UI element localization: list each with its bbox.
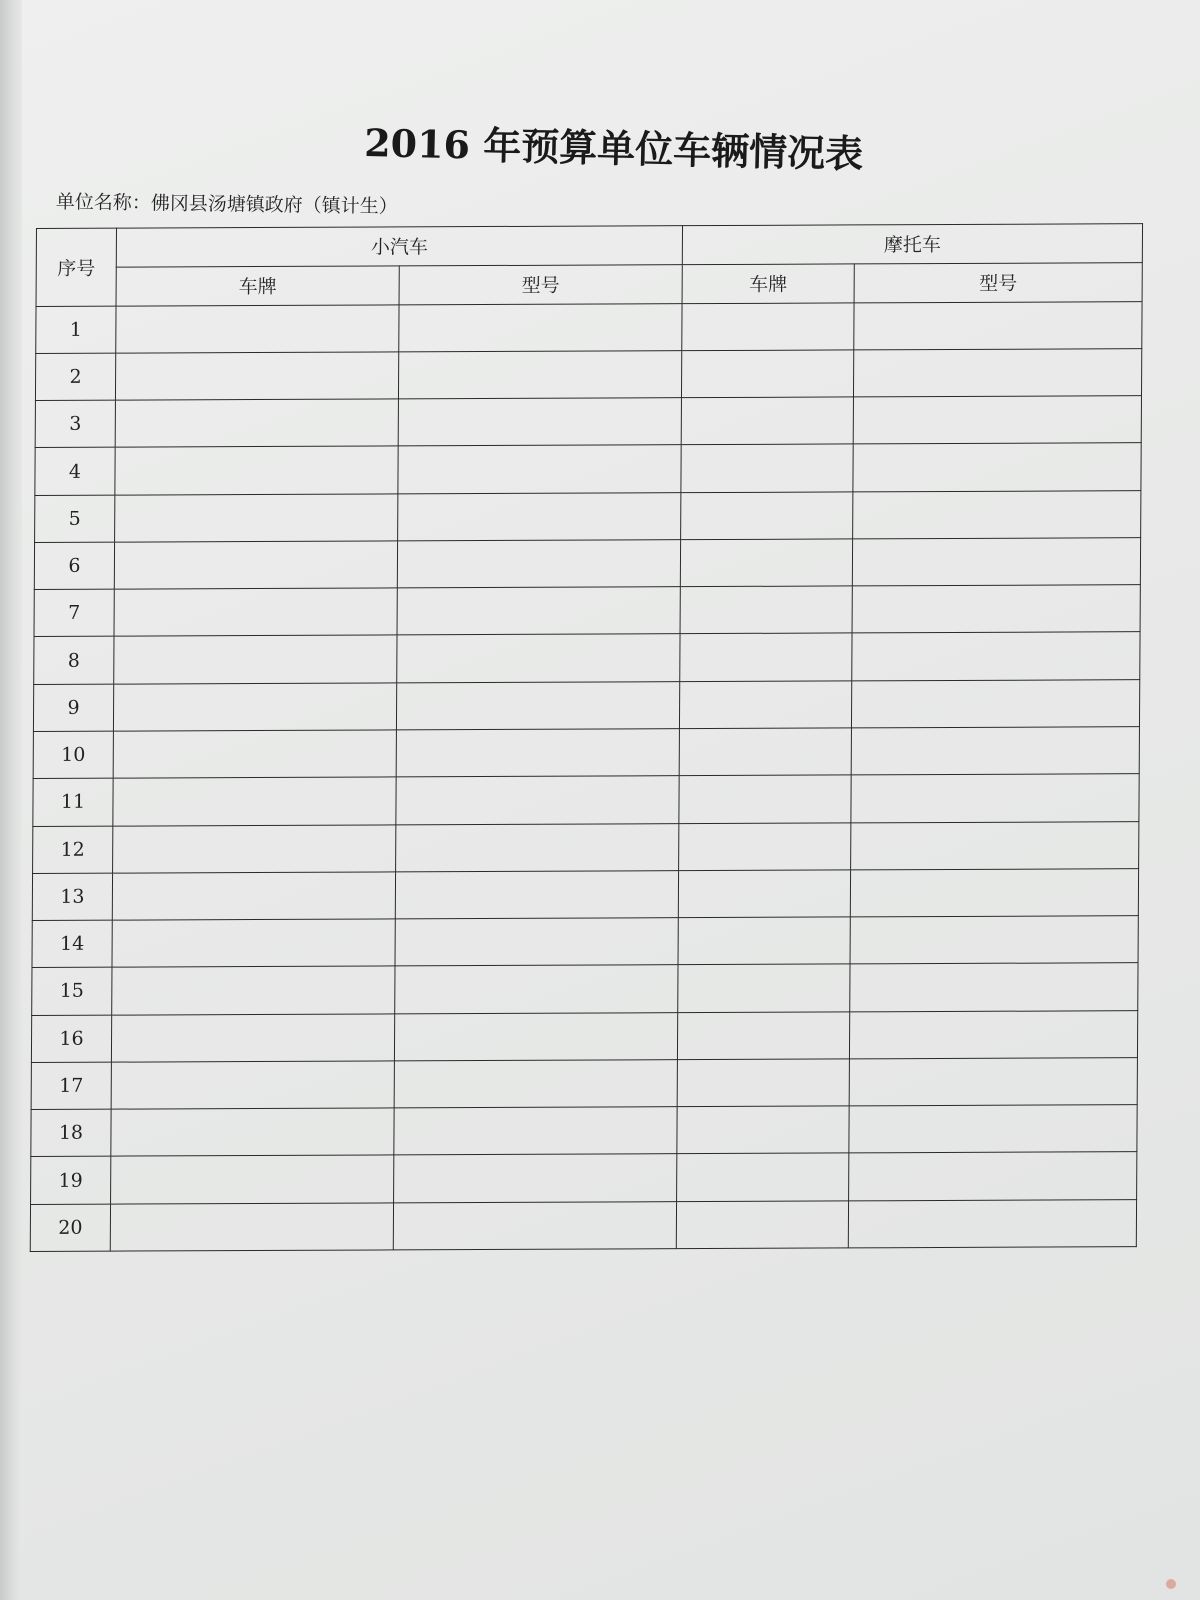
row-index: 1 bbox=[36, 306, 116, 354]
car-model-cell[interactable] bbox=[396, 729, 679, 777]
table-row bbox=[31, 1057, 1137, 1109]
table-row bbox=[33, 679, 1139, 731]
moto-plate-cell[interactable] bbox=[680, 586, 852, 634]
car-plate-cell[interactable] bbox=[111, 1108, 394, 1156]
car-model-cell[interactable] bbox=[395, 918, 678, 966]
moto-plate-cell[interactable] bbox=[682, 303, 854, 351]
moto-model-cell[interactable] bbox=[849, 1057, 1137, 1106]
car-plate-cell[interactable] bbox=[111, 1061, 394, 1109]
car-model-cell[interactable] bbox=[394, 1154, 677, 1202]
row-index: 7 bbox=[34, 589, 114, 637]
unit-name-line: 单位名称：佛冈县汤塘镇政府（镇计生） bbox=[55, 190, 398, 218]
moto-plate-cell[interactable] bbox=[677, 1011, 849, 1059]
header-index: 序号 bbox=[36, 228, 116, 306]
row-index: 12 bbox=[33, 826, 113, 874]
car-model-cell[interactable] bbox=[397, 587, 680, 635]
table-row bbox=[33, 727, 1139, 779]
table-row bbox=[36, 301, 1142, 353]
car-plate-cell[interactable] bbox=[115, 352, 398, 400]
table-row bbox=[33, 821, 1139, 873]
row-index: 6 bbox=[34, 542, 114, 590]
table-row bbox=[30, 1199, 1136, 1251]
car-plate-cell[interactable] bbox=[115, 399, 398, 447]
vehicle-table bbox=[30, 223, 1143, 1252]
car-plate-cell[interactable] bbox=[112, 872, 395, 920]
header-car-plate: 车牌 bbox=[116, 266, 399, 306]
moto-model-cell[interactable] bbox=[852, 585, 1140, 634]
car-model-cell[interactable] bbox=[394, 1060, 677, 1108]
moto-plate-cell[interactable] bbox=[678, 870, 850, 918]
car-model-cell[interactable] bbox=[395, 870, 678, 918]
car-model-cell[interactable] bbox=[397, 540, 680, 588]
moto-plate-cell[interactable] bbox=[677, 1106, 849, 1154]
moto-plate-cell[interactable] bbox=[680, 633, 852, 681]
moto-plate-cell[interactable] bbox=[679, 728, 851, 776]
row-index: 14 bbox=[32, 920, 112, 968]
moto-plate-cell[interactable] bbox=[679, 681, 851, 729]
moto-model-cell[interactable] bbox=[850, 916, 1138, 965]
car-model-cell[interactable] bbox=[394, 1012, 677, 1060]
header-car-model: 型号 bbox=[399, 264, 682, 304]
moto-model-cell[interactable] bbox=[851, 679, 1139, 728]
table-row bbox=[34, 632, 1140, 684]
header-group-motorcycle: 摩托车 bbox=[682, 224, 1142, 265]
moto-plate-cell[interactable] bbox=[678, 964, 850, 1012]
row-index: 15 bbox=[32, 967, 112, 1015]
watermark-logo bbox=[1166, 1577, 1180, 1590]
car-plate-cell[interactable] bbox=[111, 1013, 394, 1061]
table-row bbox=[31, 1105, 1137, 1157]
moto-plate-cell[interactable] bbox=[681, 397, 853, 445]
moto-model-cell[interactable] bbox=[853, 490, 1141, 539]
car-model-cell[interactable] bbox=[396, 776, 679, 824]
header-row-columns bbox=[36, 262, 1142, 306]
table-row bbox=[35, 349, 1141, 401]
header-row-groups bbox=[36, 224, 1142, 268]
row-index: 3 bbox=[35, 400, 115, 448]
table-row bbox=[32, 868, 1138, 920]
moto-model-cell[interactable] bbox=[849, 1010, 1137, 1059]
row-index: 10 bbox=[33, 731, 113, 779]
car-plate-cell[interactable] bbox=[113, 730, 396, 778]
moto-model-cell[interactable] bbox=[850, 963, 1138, 1012]
car-plate-cell[interactable] bbox=[115, 494, 398, 542]
car-plate-cell[interactable] bbox=[112, 966, 395, 1014]
table-row bbox=[34, 538, 1140, 590]
moto-model-cell[interactable] bbox=[850, 868, 1138, 917]
car-model-cell[interactable] bbox=[394, 1107, 677, 1155]
car-plate-cell[interactable] bbox=[113, 683, 396, 731]
moto-model-cell[interactable] bbox=[851, 774, 1139, 823]
document-title: 2016 年预算单位车辆情况表 bbox=[363, 119, 864, 177]
car-plate-cell[interactable] bbox=[110, 1203, 393, 1252]
moto-plate-cell[interactable] bbox=[681, 350, 853, 398]
row-index: 9 bbox=[33, 684, 113, 732]
car-plate-cell[interactable] bbox=[113, 777, 396, 825]
moto-plate-cell[interactable] bbox=[678, 917, 850, 965]
table-row bbox=[31, 1010, 1137, 1062]
moto-model-cell[interactable] bbox=[851, 821, 1139, 870]
watermark-icon bbox=[1166, 1579, 1176, 1589]
row-index: 20 bbox=[30, 1204, 110, 1252]
moto-model-cell[interactable] bbox=[854, 301, 1142, 350]
row-index: 8 bbox=[34, 637, 114, 685]
moto-model-cell[interactable] bbox=[852, 538, 1140, 587]
row-index: 17 bbox=[31, 1062, 111, 1110]
moto-model-cell[interactable] bbox=[853, 396, 1141, 445]
moto-model-cell[interactable] bbox=[852, 632, 1140, 681]
row-index: 13 bbox=[32, 873, 112, 921]
car-plate-cell[interactable] bbox=[114, 588, 397, 636]
moto-plate-cell[interactable] bbox=[680, 539, 852, 587]
car-model-cell[interactable] bbox=[395, 965, 678, 1013]
car-plate-cell[interactable] bbox=[114, 635, 397, 683]
car-model-cell[interactable] bbox=[398, 398, 681, 446]
row-index: 18 bbox=[31, 1109, 111, 1157]
car-model-cell[interactable] bbox=[399, 303, 682, 351]
vehicle-table-frame bbox=[30, 223, 1142, 1252]
moto-plate-cell[interactable] bbox=[679, 822, 851, 870]
car-model-cell[interactable] bbox=[397, 634, 680, 682]
car-plate-cell[interactable] bbox=[116, 305, 399, 353]
moto-model-cell[interactable] bbox=[848, 1199, 1136, 1248]
row-index: 11 bbox=[33, 778, 113, 826]
row-index: 4 bbox=[35, 448, 115, 496]
moto-model-cell[interactable] bbox=[849, 1105, 1137, 1154]
row-index: 2 bbox=[35, 353, 115, 401]
car-plate-cell[interactable] bbox=[115, 446, 398, 494]
car-plate-cell[interactable] bbox=[112, 919, 395, 967]
car-plate-cell[interactable] bbox=[114, 541, 397, 589]
table-row bbox=[35, 443, 1141, 495]
table-row bbox=[31, 1152, 1137, 1204]
moto-model-cell[interactable] bbox=[851, 727, 1139, 776]
moto-plate-cell[interactable] bbox=[677, 1153, 849, 1201]
book-binding-edge bbox=[0, 0, 23, 1600]
row-index: 16 bbox=[31, 1015, 111, 1063]
moto-model-cell[interactable] bbox=[853, 349, 1141, 398]
table-row bbox=[33, 774, 1139, 826]
car-model-cell[interactable] bbox=[396, 823, 679, 871]
table-row bbox=[32, 963, 1138, 1015]
moto-plate-cell[interactable] bbox=[681, 492, 853, 540]
moto-plate-cell[interactable] bbox=[676, 1201, 848, 1249]
moto-plate-cell[interactable] bbox=[681, 444, 853, 492]
car-plate-cell[interactable] bbox=[113, 824, 396, 872]
table-row bbox=[34, 585, 1140, 637]
car-model-cell[interactable] bbox=[398, 351, 681, 399]
car-model-cell[interactable] bbox=[398, 445, 681, 493]
header-moto-plate: 车牌 bbox=[682, 264, 854, 304]
table-row bbox=[35, 396, 1141, 448]
moto-plate-cell[interactable] bbox=[677, 1059, 849, 1107]
moto-plate-cell[interactable] bbox=[679, 775, 851, 823]
moto-model-cell[interactable] bbox=[849, 1152, 1137, 1201]
row-index: 19 bbox=[31, 1157, 111, 1205]
car-plate-cell[interactable] bbox=[111, 1155, 394, 1203]
car-model-cell[interactable] bbox=[398, 492, 681, 540]
header-group-car: 小汽车 bbox=[116, 226, 682, 267]
car-model-cell[interactable] bbox=[396, 681, 679, 729]
car-model-cell[interactable] bbox=[393, 1201, 676, 1250]
header-moto-model: 型号 bbox=[854, 262, 1142, 302]
table-row bbox=[35, 490, 1141, 542]
moto-model-cell[interactable] bbox=[853, 443, 1141, 492]
table-row bbox=[32, 916, 1138, 968]
row-index: 5 bbox=[35, 495, 115, 543]
